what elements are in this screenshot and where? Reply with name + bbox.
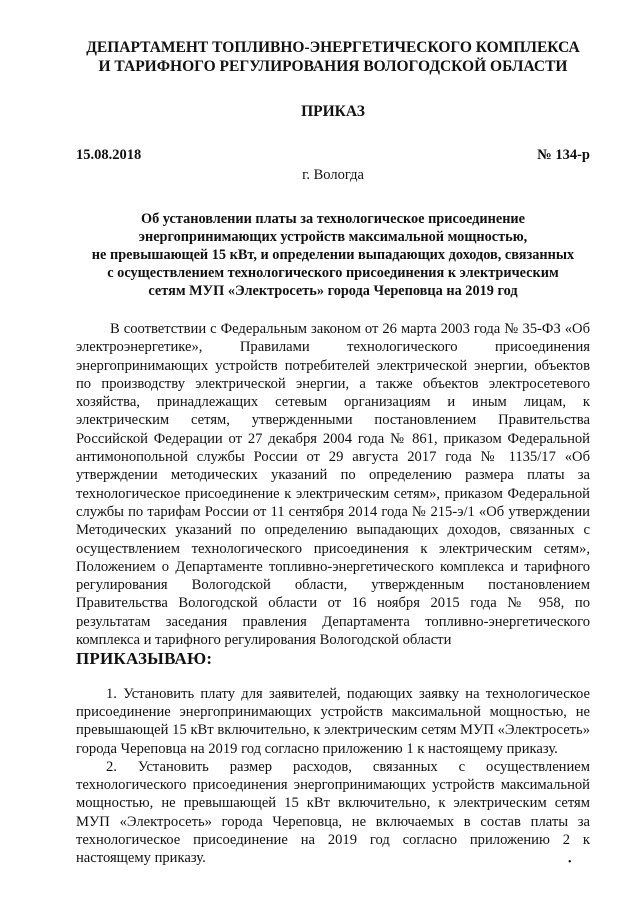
decree-item-1: 1. Установить плату для заявителей, подающих заявку на технологическое присоединение энергопринимающих устройств максимальной мощностью, не превышающей 15 кВт включительно, к электрическим сетям МУП «Электросеть» города Череповца на 2019 год согласно приложению 1 к настоящему приказу. bbox=[76, 685, 590, 757]
page-mark: • bbox=[568, 857, 572, 868]
preamble-paragraph: В соответствии с Федеральным законом от 26 марта 2003 года № 35-ФЗ «Об электроэнергетике», Правилами технологического присоединения энергопринимающих устройств потребителей электрической энергии, объектов по производству электрической энергии, а также объектов электросетевого хозяйства, принадлежащих сетевым организациям и иным лицам, к электрическим сетям, утвержденными постановлением Правительства Российской Федерации от 27 декабря 2004 года № 861, приказом Федеральной антимонопольной службы России от 29 августа 2017 года № 1135/17 «Об утверждении методических указаний по определению размера платы за технологическое присоединение к электрическим сетям», приказом Федеральной службы по тарифам России от 11 сентября 2014 года № 215-э/1 «Об утверждении Методических указаний по определению выпадающих доходов, связанных с осуществлением технологического присоединения к электрическим сетям», Положением о Департаменте топливно-энергетического комплекса и тарифного регулирования Вологодской области, утвержденным постановлением Правительства Вологодской области от 16 ноября 2015 года № 958, по результатам заседания правления Департамента топливно-энергетического комплекса и тарифного регулирования Вологодской области bbox=[76, 321, 590, 649]
document-city: г. Вологда bbox=[302, 167, 364, 183]
department-line-1: ДЕПАРТАМЕНТ ТОПЛИВНО-ЭНЕРГЕТИЧЕСКОГО КОМПЛЕКСА bbox=[86, 39, 580, 56]
subject-line-1: Об установлении платы за технологическое присоединение bbox=[140, 211, 526, 227]
department-name bbox=[76, 38, 590, 76]
subject-line-5: сетям МУП «Электросеть» города Череповца на 2019 год bbox=[148, 283, 518, 299]
document-number: № 134-р bbox=[537, 147, 590, 163]
document-type: ПРИКАЗ bbox=[301, 103, 365, 120]
date-number-row bbox=[76, 147, 590, 167]
subject-line-2: энергопринимающих устройств максимальной мощностью, bbox=[138, 229, 528, 245]
subject-line-4: с осуществлением технологического присоединения к электрическим bbox=[107, 265, 559, 281]
decree-items bbox=[76, 685, 590, 868]
decree-word: ПРИКАЗЫВАЮ: bbox=[76, 649, 213, 669]
document-body bbox=[76, 320, 590, 868]
department-line-2: И ТАРИФНОГО РЕГУЛИРОВАНИЯ ВОЛОГОДСКОЙ ОБЛАСТИ bbox=[98, 58, 568, 75]
subject-line-3: не превышающей 15 кВт, и определении выпадающих доходов, связанных bbox=[91, 247, 575, 263]
document-subject bbox=[76, 210, 590, 300]
decree-item-2: 2. Установить размер расходов, связанных с осуществлением технологического присоединения энергопринимающих устройств максимальной мощностью, не превышающей 15 кВт включительно, к электрическим сетям МУП «Электросеть» города Череповца, не включаемых в состав платы за технологическое присоединение на 2019 год согласно приложению 2 к настоящему приказу. bbox=[76, 758, 590, 867]
document-date: 15.08.2018 bbox=[76, 147, 142, 163]
